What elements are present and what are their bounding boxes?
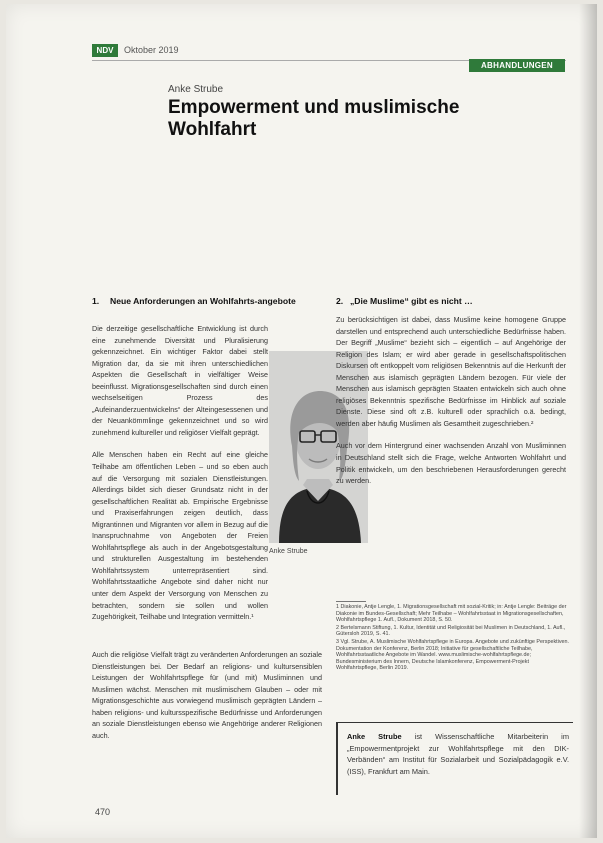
article-author: Anke Strube [168, 84, 224, 95]
section1-number: 1. [92, 296, 100, 306]
section2-number: 2. [336, 296, 344, 306]
document-page [6, 4, 597, 838]
section1-heading: Neue Anforderungen an Wohlfahrts-angebote [110, 296, 296, 306]
footnote-rule [336, 601, 366, 602]
author-bio [347, 731, 569, 777]
section1-paragraph-3: Auch die religiöse Vielfalt trägt zu veränderten Anforderungen an soziale Dienstleistungen bei. Der Bedarf an religions- und kultursensiblen Leistungen der Wohlfahrtspflege für (und mit) Musliminnen und Muslimen wächst. Menschen mit muslimischem Glauben – oder mit Migrationsgeschichte aus vorwiegend muslimisch geprägten Ländern – haben religions- und kultursspezifische Bedürfnisse und Anforderungen an soziale Dienstleistungen ebenso wie Angehörige anderer Religionen auch. [92, 650, 323, 740]
footnote-3: 3 Vgl. Strube, A. Muslimische Wohlfahrtspflege in Europa. Angebote und zukünftige Perspektiven. Dokumentation der Konferenz, Berlin 2018; Initiative für gesellschaftliche Teilhabe, Wohlfahrtsstaatliche Angebote im Wandel. www.muslimische-wohlfahrtspflege.de; Bundesministerium des Innern, Deutsche Islamkonferenz, Empowerment-Projekt Wohlfahrtspflege, Berlin 2019. [336, 638, 570, 672]
page-edge-shadow [579, 4, 597, 838]
footnotes [336, 604, 571, 673]
journal-logo: NDV [92, 44, 118, 57]
section2-paragraph-2: Auch vor dem Hintergrund einer wachsenden Anzahl von Musliminnen in Deutschland stellt sich die Frage, welche Antworten Wohlfahrt und Politik entwickeln, um den beschriebenen Herausforderungen gerecht zu werden. [336, 441, 566, 486]
issue-date: Oktober 2019 [124, 45, 179, 55]
photo-caption: Anke Strube [269, 548, 308, 555]
section2-paragraph-1: Zu berücksichtigen ist dabei, dass Muslime keine homogene Gruppe darstellen und entsprechend auch unterschiedliche Bedürfnisse haben. Der Begriff „Muslime“ bezieht sich – eigentlich – auf Angehörige der Religion des Islam; er wird aber gerade in gesellschaftspolitischen Diskursen oft entkoppelt vom religiösen Bekenntnis auf die Herkunft der Menschen aus islamisch geprägten Ländern bezogen. Für viele der Menschen aus islamisch geprägten Staaten entwickeln sich auch ohne religiöses Bekenntnis spezifische Bedürfnisse im Hinblick auf soziale Dienste. Diese sind oft z.B. kulturell oder sprachlich o.ä. bedingt, werden aber häufig Muslimen als Gesamtheit zugeschrieben.² [336, 315, 566, 428]
author-bio-text: ist Wissenschaftliche Mitarbeiterin im „Empowermentprojekt zur Wohlfahrtspflege mit den DIK-Verbänden“ am Institut für Sozialarbeit und Sozialpädagogik e.V. (ISS), Frankfurt am Main. [347, 732, 569, 776]
section1-paragraph-2: Alle Menschen haben ein Recht auf eine gleiche Teilhabe am öffentlichen Leben – und so eben auch auf die Versorgung mit sozialen Dienstleistungen. Allerdings bildet sich dieser Grundsatz nicht in der gesellschaftlichen Realität ab. Empirische Ergebnisse und Praxiserfahrungen zeigen deutlich, dass Migrantinnen und Migranten vor allem in Bezug auf die Inanspruchnahme von Angeboten der Freien Wohlfahrtspflege als auch in der Angebotsgestaltung und strukturellen Ausgestaltung im bestehenden Wohlfahrtssystem unterrepräsentiert sind. Wohlfahrtsstaatliche Angebote sind daher nicht nur unter dem Aspekt der Versorgung von Menschen zu betrachten, sondern sie sollen und wollen Zugehörigkeit, Teilhabe und Integration vermitteln.¹ [92, 450, 268, 622]
article-title: Empowerment und muslimische Wohlfahrt [168, 97, 460, 140]
section1-paragraph-1: Die derzeitige gesellschaftliche Entwicklung ist durch eine zunehmende Diversität und Pluralisierung gekennzeichnet. Ein wichtiger Faktor dabei stellt Migration dar, da sie mit ihren unterschiedlichen Aspekten die Gesellschaft in vielfältiger Weise beeinflusst. Migrationsgesellschaften sind durch einen wechselseitigen Prozess des „Aufeinanderzuentwickelns“ der Alteingesessenen und der Neuankömmlinge gekennzeichnet und so wird zunehmend kultureller und religiöser Vielfalt geprägt. [92, 324, 268, 437]
section1-continued [92, 649, 322, 752]
footnote-2: 2 Bertelsmann Stiftung, 1. Kultur, Identität und Religiosität bei Muslimen in Deutschland, 1. Aufl., Gütersloh 2019, S. 41. [336, 624, 566, 638]
section-badge: ABHANDLUNGEN [469, 59, 565, 72]
section2-heading: „Die Muslime“ gibt es nicht … [350, 296, 473, 306]
author-bio-name: Anke Strube [347, 732, 402, 741]
section2-body [336, 314, 566, 498]
footnote-1: 1 Diakonie, Antje Lengle, 1. Migrationsgesellschaft mit sozial-Kritik; in: Antje Lengle: Beiträge der Diakonie im Bundes-Gesellschaft; Mehr Teilhabe – Wohlfahrtsstaat in Migrationsgesellschaften, Wohlfahrtspflege 1. Aufl., Dokument 2018, S. 50. [336, 604, 567, 624]
section1-body [92, 323, 268, 634]
page-number: 470 [95, 807, 111, 817]
